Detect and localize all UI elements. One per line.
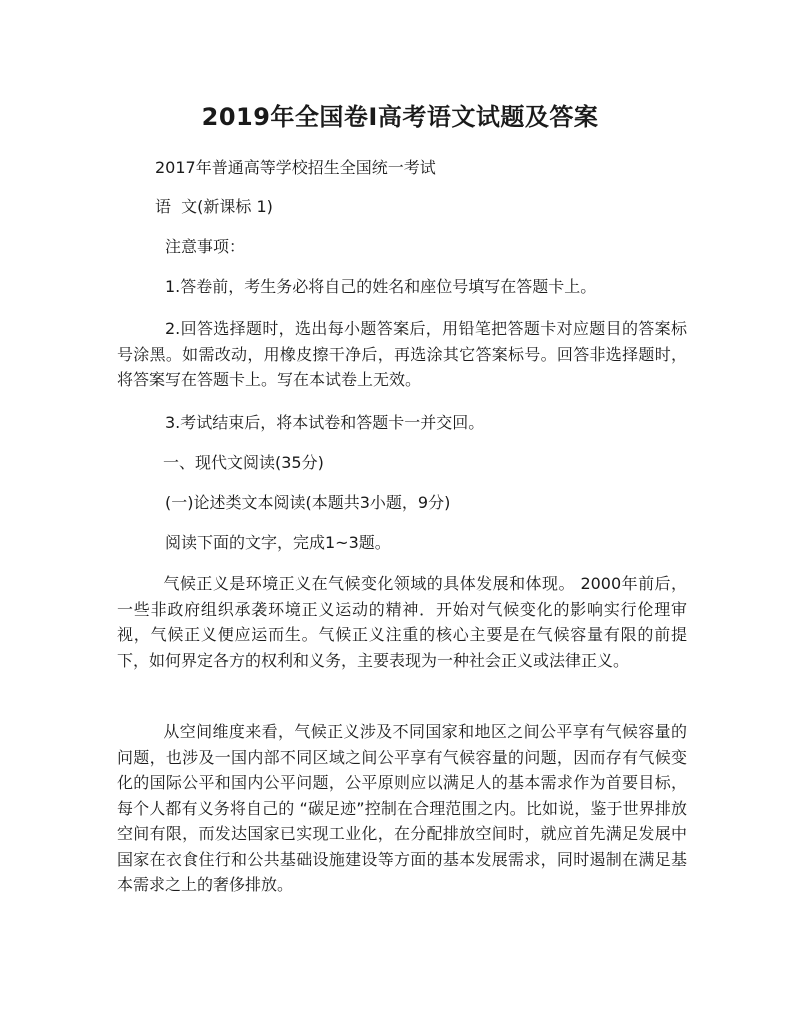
- reading-instruction: 阅读下面的文字，完成1~3题。: [165, 533, 391, 552]
- notice-item-2: [117, 316, 687, 393]
- subject-line: 语 文(新课标 1): [155, 197, 273, 216]
- notice-item-2-text: 2.回答选择题时，选出每小题答案后，用铅笔把答题卡对应题目的答案标号涂黑。如需改动，用橡皮擦干净后，再选涂其它答案标号。回答非选择题时，将答案写在答题卡上。写在本试卷上无效。: [117, 319, 687, 389]
- subsection-heading: (一)论述类文本阅读(本题共3小题，9分): [165, 493, 451, 512]
- passage-paragraph-2: [117, 719, 687, 898]
- passage-paragraph-1: [117, 571, 687, 673]
- section-heading: 一、现代文阅读(35分): [163, 453, 324, 472]
- exam-name: 2017年普通高等学校招生全国统一考试: [155, 158, 436, 177]
- notice-item-3: 3.考试结束后，将本试卷和答题卡一并交回。: [165, 413, 485, 432]
- notice-heading: 注意事项：: [165, 237, 246, 256]
- document-title: 2019年全国卷Ⅰ高考语文试题及答案: [201, 103, 599, 131]
- passage-paragraph-2-text: 从空间维度来看，气候正义涉及不同国家和地区之间公平享有气候容量的问题，也涉及一国内部不同区域之间公平享有气候容量的问题，因而存有气候变化的国际公平和国内公平问题，公平原则应以满足人的基本需求作为首要目标，每个人都有义务将自己的 “碳足迹”控制在合理范围之内。比如说，鉴于世界排放空间有限，而发达国家已实现工业化，在分配排放空间时，就应首先满足发展中国家在衣食住行和公共基础设施建设等方面的基本发展需求，同时遏制在满足基本需求之上的奢侈排放。: [117, 722, 687, 894]
- passage-paragraph-1-text: 气候正义是环境正义在气候变化领域的具体发展和体现。 2000年前后，一些非政府组织承袭环境正义运动的精神．开始对气候变化的影响实行伦理审视，气候正义便应运而生。气候正义注重的核心主要是在气候容量有限的前提下，如何界定各方的权利和义务，主要表现为一种社会正义或法律正义。: [117, 574, 687, 670]
- notice-item-1: 1.答卷前，考生务必将自己的姓名和座位号填写在答题卡上。: [165, 277, 597, 296]
